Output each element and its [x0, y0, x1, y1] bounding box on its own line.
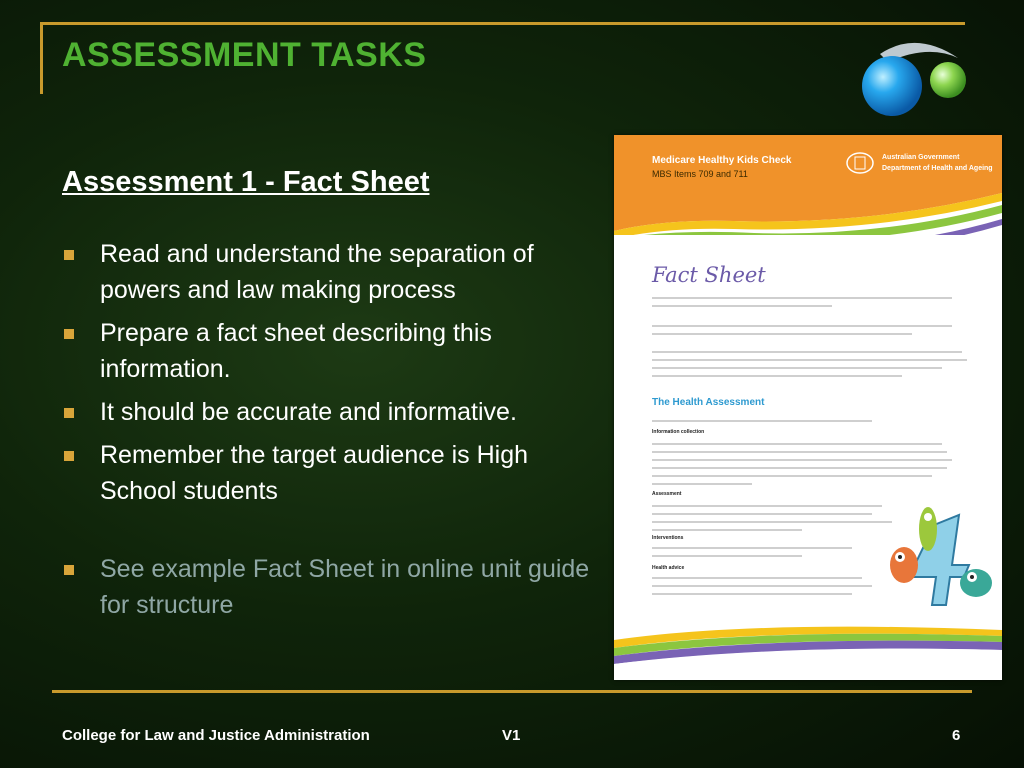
text-line [652, 555, 802, 557]
text-line [652, 593, 852, 595]
footer-divider [52, 690, 972, 693]
text-line [652, 420, 872, 422]
text-line [652, 305, 832, 307]
text-line [652, 585, 872, 587]
fact-sheet-subheading: Interventions [652, 535, 684, 541]
text-line [652, 475, 932, 477]
fact-sheet-footer-waves [614, 620, 1002, 680]
text-line [652, 333, 912, 335]
fact-sheet-header-banner [614, 135, 1002, 235]
college-logo-icon [858, 36, 976, 120]
fact-sheet-header-items: MBS Items 709 and 711 [652, 169, 748, 179]
fact-sheet-subheading: Information collection [652, 429, 705, 435]
bullet-item: It should be accurate and informative. [62, 394, 607, 430]
text-line [652, 375, 902, 377]
fact-sheet-example-image [614, 135, 1002, 680]
bullet-item: Read and understand the separation of powers and law making process [62, 236, 607, 308]
fact-sheet-title: Fact Sheet [652, 263, 766, 287]
top-frame-line [40, 22, 965, 25]
text-line [652, 359, 967, 361]
text-line [652, 529, 802, 531]
text-line [652, 325, 952, 327]
text-line [652, 467, 947, 469]
text-line [652, 513, 872, 515]
bullet-list [62, 236, 607, 630]
text-line [652, 483, 752, 485]
government-crest-icon [844, 149, 876, 175]
cartoon-characters-icon [864, 505, 1002, 635]
text-line [652, 367, 942, 369]
bullet-square-icon [64, 451, 74, 461]
bullet-item: Prepare a fact sheet describing this information. [62, 315, 607, 387]
text-line [652, 451, 947, 453]
footer-organization: College for Law and Justice Administration [62, 727, 370, 744]
fact-sheet-subheading: Health advice [652, 565, 685, 571]
footer-page-number: 6 [952, 727, 961, 744]
text-line [652, 577, 862, 579]
slide-title: ASSESSMENT TASKS [62, 36, 427, 74]
text-line [652, 505, 882, 507]
text-line [652, 521, 892, 523]
text-line [652, 459, 952, 461]
fact-sheet-subheading: Assessment [652, 491, 682, 497]
bullet-item: Remember the target audience is High School students [62, 437, 607, 509]
left-frame-line [40, 22, 43, 94]
fact-sheet-section-heading: The Health Assessment [652, 397, 765, 408]
text-line [652, 547, 852, 549]
fact-sheet-gov-label: Australian Government Department of Health and Ageing [882, 154, 993, 172]
bullet-square-icon [64, 329, 74, 339]
text-line [652, 443, 942, 445]
text-line [652, 297, 952, 299]
example-reference-bullet: See example Fact Sheet in online unit guide for structure [62, 551, 607, 623]
bullet-square-icon [64, 250, 74, 260]
bullet-square-icon [64, 565, 74, 575]
text-line [652, 351, 962, 353]
fact-sheet-header-title: Medicare Healthy Kids Check [652, 155, 792, 166]
bullet-square-icon [64, 408, 74, 418]
section-subtitle: Assessment 1 - Fact Sheet [62, 166, 430, 198]
footer-version: V1 [502, 727, 521, 744]
